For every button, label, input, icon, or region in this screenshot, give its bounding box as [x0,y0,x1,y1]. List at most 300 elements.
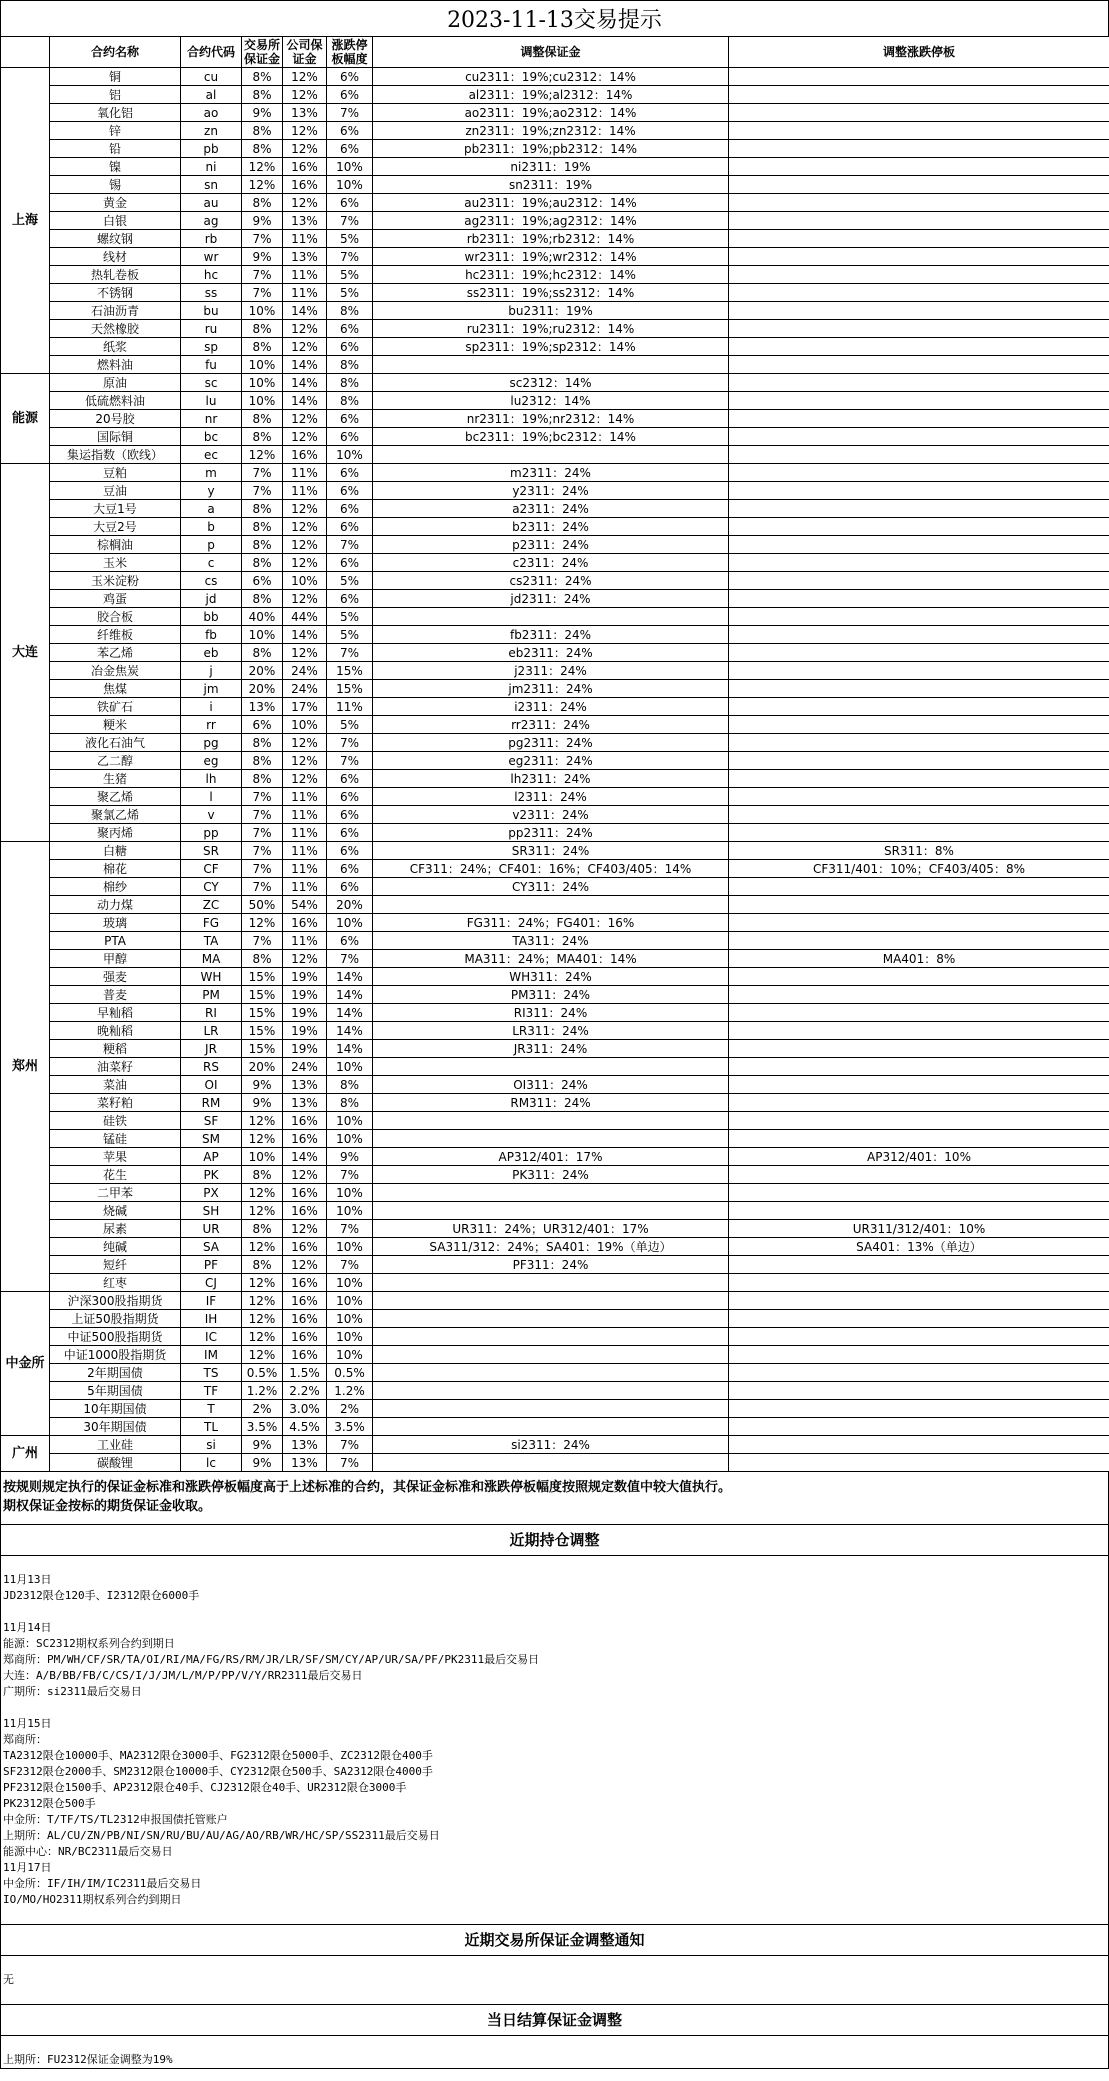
adjusted-limit-cell [729,1454,1109,1472]
contract-code-cell: au [181,194,242,212]
exchange-margin-cell: 12% [242,176,283,194]
price-limit-cell: 5% [327,626,373,644]
price-limit-cell: 6% [327,464,373,482]
exchange-margin-cell: 10% [242,374,283,392]
table-row [1,122,1109,140]
table-row [1,1382,1109,1400]
contract-code-cell: bb [181,608,242,626]
contract-code-cell: y [181,482,242,500]
contract-code-cell: v [181,806,242,824]
adjusted-margin-cell: zn2311：19%;zn2312：14% [373,122,729,140]
contract-code-cell: IH [181,1310,242,1328]
adjusted-margin-cell: nr2311：19%;nr2312：14% [373,410,729,428]
adjusted-margin-cell: UR311：24%；UR312/401：17% [373,1220,729,1238]
table-row [1,860,1109,878]
adjusted-margin-cell: sp2311：19%;sp2312：14% [373,338,729,356]
exchange-cell: 广州 [1,1436,50,1472]
company-margin-cell: 16% [283,1310,327,1328]
contract-name-cell: 油菜籽 [50,1058,181,1076]
table-row [1,1310,1109,1328]
contract-code-cell: fu [181,356,242,374]
adjusted-limit-cell [729,302,1109,320]
exchange-margin-cell: 15% [242,968,283,986]
exchange-margin-cell: 7% [242,230,283,248]
company-margin-cell: 14% [283,356,327,374]
price-limit-cell: 10% [327,1292,373,1310]
price-limit-cell: 6% [327,140,373,158]
company-margin-cell: 12% [283,536,327,554]
exchange-margin-cell: 9% [242,1094,283,1112]
adjusted-margin-cell: sc2312：14% [373,374,729,392]
contract-code-cell: CY [181,878,242,896]
adjusted-limit-cell [729,914,1109,932]
contract-name-cell: 上证50股指期货 [50,1310,181,1328]
exchange-margin-cell: 9% [242,1076,283,1094]
exchange-margin-cell: 8% [242,320,283,338]
contract-name-cell: 黄金 [50,194,181,212]
table-row [1,428,1109,446]
notice-line: SF2312限仓2000手、SM2312限仓10000手、CY2312限仓500手、SA2312限仓4000手 [3,1765,433,1778]
contract-name-cell: 集运指数（欧线） [50,446,181,464]
adjusted-margin-cell: pb2311：19%;pb2312：14% [373,140,729,158]
table-row [1,1148,1109,1166]
adjusted-limit-cell [729,1382,1109,1400]
price-limit-cell: 10% [327,1346,373,1364]
table-row [1,1022,1109,1040]
contract-name-cell: 天然橡胶 [50,320,181,338]
adjusted-margin-cell: WH311：24% [373,968,729,986]
adjusted-limit-cell [729,806,1109,824]
exchange-margin-cell: 8% [242,770,283,788]
notice-line: 上期所：FU2312保证金调整为19% [3,2053,173,2066]
price-limit-cell: 5% [327,230,373,248]
price-limit-cell: 20% [327,896,373,914]
notice-line: 郑商所： [3,1733,47,1746]
adjusted-margin-cell [373,356,729,374]
price-limit-cell: 14% [327,1040,373,1058]
company-margin-cell: 12% [283,554,327,572]
table-row [1,194,1109,212]
contract-name-cell: 焦煤 [50,680,181,698]
price-limit-cell: 5% [327,572,373,590]
contract-name-cell: 强麦 [50,968,181,986]
company-margin-cell: 19% [283,1040,327,1058]
section-title: 近期持仓调整 [1,1525,1108,1556]
table-row [1,446,1109,464]
price-limit-cell: 7% [327,1436,373,1454]
price-limit-cell: 5% [327,266,373,284]
table-row [1,896,1109,914]
adjusted-margin-cell: cu2311：19%;cu2312：14% [373,68,729,86]
contract-name-cell: 2年期国债 [50,1364,181,1382]
adjusted-limit-cell [729,1346,1109,1364]
contract-name-cell: 铜 [50,68,181,86]
contract-name-cell: 棉花 [50,860,181,878]
contract-name-cell: 10年期国债 [50,1400,181,1418]
exchange-margin-cell: 20% [242,680,283,698]
contract-name-cell: 冶金焦炭 [50,662,181,680]
adjusted-margin-cell: p2311：24% [373,536,729,554]
adjusted-margin-cell: JR311：24% [373,1040,729,1058]
adjusted-margin-cell [373,1112,729,1130]
notice-line: 能源中心：NR/BC2311最后交易日 [3,1845,173,1858]
contract-name-cell: 液化石油气 [50,734,181,752]
company-margin-cell: 19% [283,986,327,1004]
adjusted-margin-cell: ss2311：19%;ss2312：14% [373,284,729,302]
price-limit-cell: 10% [327,446,373,464]
adjusted-margin-cell [373,1364,729,1382]
adjusted-margin-cell: MA311：24%；MA401：14% [373,950,729,968]
adjusted-limit-cell [729,1364,1109,1382]
contract-name-cell: 锌 [50,122,181,140]
notice-line: 无 [3,1973,14,1986]
exchange-cell: 上海 [1,68,50,374]
company-margin-cell: 16% [283,1130,327,1148]
exchange-margin-cell: 8% [242,518,283,536]
header-company-margin: 公司保证金 [283,37,327,68]
table-row [1,914,1109,932]
contract-code-cell: SA [181,1238,242,1256]
company-margin-cell: 12% [283,734,327,752]
contract-name-cell: 沪深300股指期货 [50,1292,181,1310]
exchange-margin-cell: 8% [242,68,283,86]
adjusted-margin-cell [373,1400,729,1418]
contract-code-cell: MA [181,950,242,968]
contract-code-cell: sc [181,374,242,392]
exchange-margin-cell: 8% [242,554,283,572]
section-body [1,2036,1108,2069]
price-limit-cell: 7% [327,248,373,266]
contract-code-cell: ag [181,212,242,230]
adjusted-margin-cell [373,896,729,914]
company-margin-cell: 11% [283,878,327,896]
section-title: 当日结算保证金调整 [1,2005,1108,2036]
table-row [1,968,1109,986]
adjusted-margin-cell [373,608,729,626]
contract-code-cell: jm [181,680,242,698]
contract-code-cell: TF [181,1382,242,1400]
contract-code-cell: rr [181,716,242,734]
company-margin-cell: 11% [283,284,327,302]
company-margin-cell: 13% [283,248,327,266]
adjusted-margin-cell: j2311：24% [373,662,729,680]
table-row [1,824,1109,842]
contract-code-cell: ZC [181,896,242,914]
price-limit-cell: 5% [327,716,373,734]
contract-code-cell: nr [181,410,242,428]
contract-code-cell: RI [181,1004,242,1022]
adjusted-limit-cell [729,590,1109,608]
contract-code-cell: ru [181,320,242,338]
contract-name-cell: 中证500股指期货 [50,1328,181,1346]
contract-name-cell: 纯碱 [50,1238,181,1256]
contract-name-cell: 白银 [50,212,181,230]
exchange-header [1,37,50,68]
company-margin-cell: 11% [283,482,327,500]
contract-code-cell: T [181,1400,242,1418]
adjusted-margin-cell: SR311：24% [373,842,729,860]
company-margin-cell: 12% [283,122,327,140]
table-row [1,770,1109,788]
adjusted-limit-cell [729,410,1109,428]
table-row [1,500,1109,518]
exchange-margin-cell: 8% [242,500,283,518]
price-limit-cell: 3.5% [327,1418,373,1436]
adjusted-margin-cell: eb2311：24% [373,644,729,662]
adjusted-limit-cell [729,320,1109,338]
adjusted-margin-cell: hc2311：19%;hc2312：14% [373,266,729,284]
adjusted-limit-cell [729,1076,1109,1094]
exchange-margin-cell: 7% [242,932,283,950]
price-limit-cell: 9% [327,1148,373,1166]
table-row [1,1202,1109,1220]
price-limit-cell: 5% [327,608,373,626]
table-row [1,1328,1109,1346]
company-margin-cell: 19% [283,968,327,986]
price-limit-cell: 6% [327,932,373,950]
adjusted-limit-cell [729,1256,1109,1274]
company-margin-cell: 12% [283,338,327,356]
adjusted-limit-cell [729,1004,1109,1022]
adjusted-margin-cell: eg2311：24% [373,752,729,770]
table-body [1,68,1109,1472]
contract-code-cell: RS [181,1058,242,1076]
price-limit-cell: 6% [327,554,373,572]
contract-name-cell: 铅 [50,140,181,158]
adjusted-limit-cell: SR311：8% [729,842,1109,860]
contract-name-cell: 玉米 [50,554,181,572]
page-title: 2023-11-13交易提示 [0,0,1109,36]
contract-name-cell: 大豆2号 [50,518,181,536]
price-limit-cell: 8% [327,392,373,410]
price-limit-cell: 6% [327,878,373,896]
exchange-margin-cell: 8% [242,194,283,212]
contract-code-cell: PF [181,1256,242,1274]
price-limit-cell: 10% [327,176,373,194]
table-row [1,878,1109,896]
price-limit-cell: 6% [327,806,373,824]
contract-code-cell: ec [181,446,242,464]
table-row [1,1076,1109,1094]
company-margin-cell: 1.5% [283,1364,327,1382]
company-margin-cell: 13% [283,1436,327,1454]
exchange-margin-cell: 1.2% [242,1382,283,1400]
notice-line: 11月17日 [3,1861,52,1874]
notice-line: 11月13日 [3,1573,52,1586]
contract-name-cell: 纤维板 [50,626,181,644]
exchange-margin-cell: 9% [242,248,283,266]
adjusted-margin-cell [373,1382,729,1400]
contract-code-cell: i [181,698,242,716]
header-contract-name: 合约名称 [50,37,181,68]
contract-code-cell: a [181,500,242,518]
contract-code-cell: SM [181,1130,242,1148]
adjusted-limit-cell: AP312/401：10% [729,1148,1109,1166]
exchange-margin-cell: 9% [242,1436,283,1454]
contract-name-cell: 锰硅 [50,1130,181,1148]
contract-code-cell: pp [181,824,242,842]
price-limit-cell: 14% [327,986,373,1004]
adjusted-limit-cell [729,266,1109,284]
adjusted-limit-cell [729,482,1109,500]
price-limit-cell: 6% [327,788,373,806]
adjusted-limit-cell [729,194,1109,212]
company-margin-cell: 19% [283,1022,327,1040]
contract-code-cell: ao [181,104,242,122]
price-limit-cell: 6% [327,194,373,212]
table-row [1,932,1109,950]
contract-name-cell: 螺纹钢 [50,230,181,248]
price-limit-cell: 7% [327,950,373,968]
adjusted-limit-cell [729,608,1109,626]
table-row [1,1094,1109,1112]
contract-code-cell: j [181,662,242,680]
contract-code-cell: LR [181,1022,242,1040]
company-margin-cell: 13% [283,104,327,122]
price-limit-cell: 14% [327,1004,373,1022]
adjusted-limit-cell [729,1328,1109,1346]
table-row [1,158,1109,176]
adjusted-margin-cell [373,1058,729,1076]
exchange-margin-cell: 40% [242,608,283,626]
adjusted-margin-cell [373,1202,729,1220]
contract-code-cell: IC [181,1328,242,1346]
exchange-margin-cell: 9% [242,212,283,230]
contract-code-cell: IF [181,1292,242,1310]
table-row [1,1418,1109,1436]
table-row [1,338,1109,356]
adjusted-limit-cell [729,662,1109,680]
contract-code-cell: al [181,86,242,104]
contract-name-cell: 豆粕 [50,464,181,482]
contract-name-cell: 30年期国债 [50,1418,181,1436]
contract-code-cell: lu [181,392,242,410]
table-row [1,392,1109,410]
rule-note-line: 期权保证金按标的期货保证金收取。 [3,1499,212,1514]
exchange-margin-cell: 12% [242,914,283,932]
contract-name-cell: 乙二醇 [50,752,181,770]
exchange-margin-cell: 12% [242,158,283,176]
price-limit-cell: 14% [327,968,373,986]
company-margin-cell: 19% [283,1004,327,1022]
header-adjusted-margin: 调整保证金 [373,37,729,68]
contract-code-cell: b [181,518,242,536]
adjusted-limit-cell [729,1310,1109,1328]
table-row [1,248,1109,266]
contract-name-cell: 燃料油 [50,356,181,374]
exchange-margin-cell: 12% [242,1130,283,1148]
exchange-margin-cell: 10% [242,1148,283,1166]
table-row [1,1184,1109,1202]
table-row [1,266,1109,284]
company-margin-cell: 12% [283,770,327,788]
table-row [1,1004,1109,1022]
exchange-margin-cell: 12% [242,1292,283,1310]
adjusted-limit-cell [729,1418,1109,1436]
table-row [1,842,1109,860]
adjusted-margin-cell [373,1346,729,1364]
header-contract-code: 合约代码 [181,37,242,68]
price-limit-cell: 6% [327,428,373,446]
notice-line: 郑商所：PM/WH/CF/SR/TA/OI/RI/MA/FG/RS/RM/JR/LR/SF/SM/CY/AP/UR/SA/PF/PK2311最后交易日 [3,1653,540,1666]
price-limit-cell: 7% [327,734,373,752]
exchange-margin-cell: 8% [242,950,283,968]
company-margin-cell: 12% [283,518,327,536]
adjusted-limit-cell [729,338,1109,356]
adjusted-limit-cell [729,554,1109,572]
price-limit-cell: 10% [327,1310,373,1328]
exchange-cell: 大连 [1,464,50,842]
adjusted-margin-cell: pg2311：24% [373,734,729,752]
contract-code-cell: sp [181,338,242,356]
contract-code-cell: ss [181,284,242,302]
company-margin-cell: 44% [283,608,327,626]
company-margin-cell: 16% [283,158,327,176]
contract-name-cell: 短纤 [50,1256,181,1274]
section-body [1,1956,1108,2005]
company-margin-cell: 11% [283,824,327,842]
company-margin-cell: 12% [283,140,327,158]
exchange-margin-cell: 7% [242,284,283,302]
company-margin-cell: 12% [283,1256,327,1274]
contract-code-cell: eg [181,752,242,770]
company-margin-cell: 14% [283,626,327,644]
contract-code-cell: p [181,536,242,554]
exchange-margin-cell: 8% [242,410,283,428]
adjusted-limit-cell [729,680,1109,698]
exchange-margin-cell: 2% [242,1400,283,1418]
contract-name-cell: 豆油 [50,482,181,500]
contract-name-cell: 线材 [50,248,181,266]
adjusted-margin-cell: fb2311：24% [373,626,729,644]
table-row [1,1256,1109,1274]
adjusted-limit-cell: UR311/312/401：10% [729,1220,1109,1238]
contract-name-cell: 普麦 [50,986,181,1004]
exchange-margin-cell: 15% [242,1022,283,1040]
company-margin-cell: 24% [283,662,327,680]
table-row [1,374,1109,392]
company-margin-cell: 11% [283,788,327,806]
adjusted-limit-cell [729,770,1109,788]
exchange-margin-cell: 12% [242,1238,283,1256]
contract-code-cell: CF [181,860,242,878]
contract-name-cell: 低硫燃料油 [50,392,181,410]
contract-name-cell: 不锈钢 [50,284,181,302]
company-margin-cell: 16% [283,446,327,464]
adjusted-margin-cell: pp2311：24% [373,824,729,842]
price-limit-cell: 7% [327,1454,373,1472]
company-margin-cell: 54% [283,896,327,914]
adjusted-margin-cell [373,1292,729,1310]
table-row [1,212,1109,230]
price-limit-cell: 6% [327,824,373,842]
table-row [1,482,1109,500]
contract-name-cell: 原油 [50,374,181,392]
contract-name-cell: 白糖 [50,842,181,860]
price-limit-cell: 7% [327,644,373,662]
table-row [1,1166,1109,1184]
contract-name-cell: 玉米淀粉 [50,572,181,590]
exchange-margin-cell: 50% [242,896,283,914]
notice-line: 广期所：si2311最后交易日 [3,1685,142,1698]
exchange-cell: 能源 [1,374,50,464]
table-row [1,320,1109,338]
exchange-margin-cell: 8% [242,536,283,554]
contract-name-cell: 花生 [50,1166,181,1184]
adjusted-limit-cell [729,86,1109,104]
adjusted-limit-cell [729,716,1109,734]
adjusted-limit-cell [729,536,1109,554]
